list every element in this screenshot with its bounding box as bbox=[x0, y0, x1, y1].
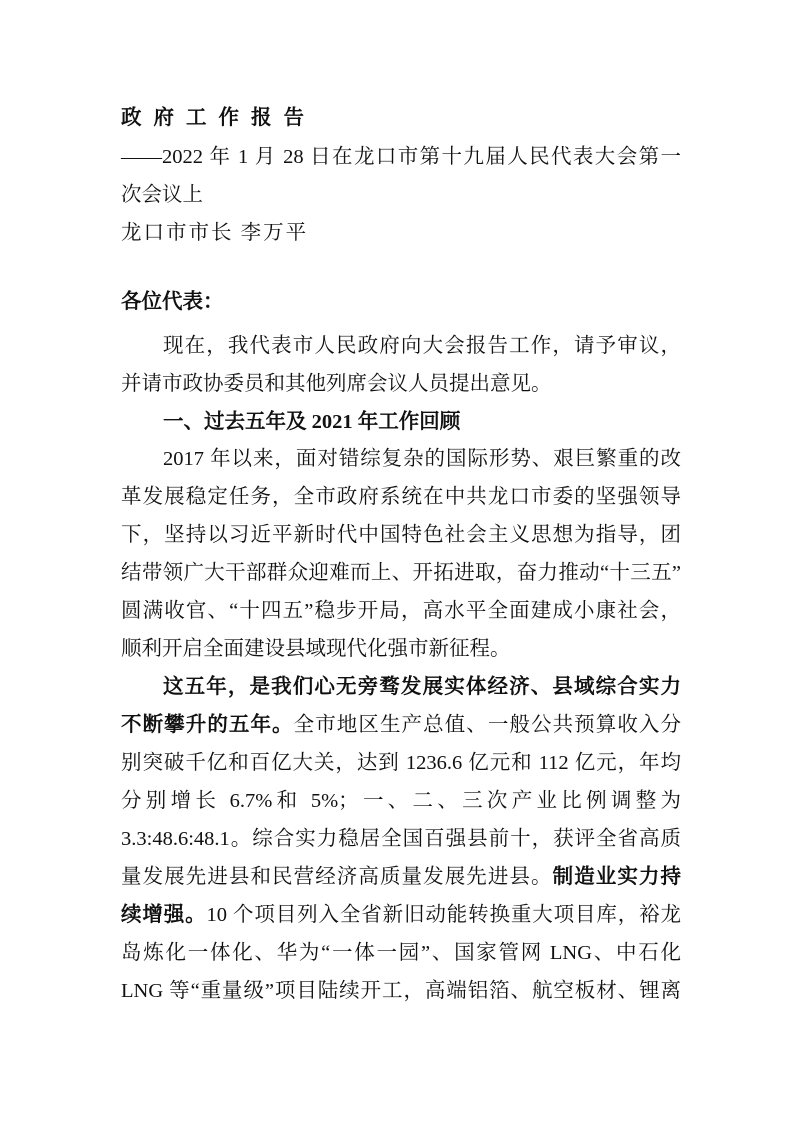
text: 现在，我代表市人民政府向大会报告工作，请予审议， bbox=[163, 335, 681, 357]
text: 结带领广大干部群众迎难而上、开拓进取，奋力推动“十三五” bbox=[121, 562, 681, 584]
text: 3.3:48.6:48.1。综合实力稳居全国百强县前十，获评全省高质 bbox=[121, 828, 681, 850]
body-text-line bbox=[163, 447, 681, 471]
body-text-line bbox=[121, 372, 681, 396]
text: 10 个项目列入全省新旧动能转换重大项目库，裕龙 bbox=[206, 904, 681, 926]
text: 量发展先进县和民营经济高质量发展先进县。 bbox=[121, 866, 553, 888]
text: 别突破千亿和百亿大关，达到 1236.6 亿元和 112 亿元，年均 bbox=[121, 752, 681, 774]
body-text-line bbox=[121, 865, 681, 889]
text: 岛炼化一体化、华为“一体一园”、国家管网 LNG、中石化 bbox=[121, 942, 681, 964]
text: 下，坚持以习近平新时代中国特色社会主义思想为指导，团 bbox=[121, 524, 681, 546]
body-text-line bbox=[121, 523, 681, 547]
body-text-line bbox=[121, 903, 681, 927]
salutation: 各位代表： bbox=[121, 291, 224, 313]
body-text-line bbox=[163, 334, 681, 358]
bold-text: 制造业实力持 bbox=[552, 866, 682, 888]
body-text-line bbox=[121, 637, 681, 661]
body-text-line bbox=[121, 789, 681, 813]
text: LNG 等“重量级”项目陆续开工，高端铝箔、航空板材、锂离 bbox=[121, 980, 681, 1002]
document-subtitle-continued: 次会议上 bbox=[121, 184, 203, 206]
text: 2017 年以来，面对错综复杂的国际形势、艰巨繁重的改 bbox=[163, 448, 681, 470]
document-title: 政府工作报告 bbox=[121, 107, 316, 129]
body-text-line bbox=[121, 713, 681, 737]
body-text-line bbox=[121, 941, 681, 965]
body-text-line bbox=[121, 485, 681, 509]
bold-text: 不断攀升的五年。 bbox=[121, 714, 294, 736]
text: 全市地区生产总值、一般公共预算收入分 bbox=[293, 714, 681, 736]
text: 顺利开启全面建设县域现代化强市新征程。 bbox=[121, 638, 511, 660]
text: 分别增长 6.7%和 5%；一、二、三次产业比例调整为 bbox=[121, 790, 681, 812]
document-author: 龙口市市长 李万平 bbox=[121, 222, 309, 244]
body-text-line bbox=[121, 979, 681, 1003]
body-text-line bbox=[121, 827, 681, 851]
text: 革发展稳定任务，全市政府系统在中共龙口市委的坚强领导 bbox=[121, 486, 681, 508]
bold-text: 一、过去五年及 2021 年工作回顾 bbox=[163, 411, 461, 433]
body-text-line bbox=[163, 675, 681, 699]
document-subtitle: ——2022 年 1 月 28 日在龙口市第十九届人民代表大会第一 bbox=[121, 146, 681, 168]
section-heading bbox=[163, 410, 681, 434]
bold-text: 这五年，是我们心无旁骛发展实体经济、县域综合实力 bbox=[163, 676, 681, 698]
bold-text: 续增强。 bbox=[121, 904, 207, 926]
text: 并请市政协委员和其他列席会议人员提出意见。 bbox=[121, 373, 552, 395]
body-text-line bbox=[121, 751, 681, 775]
body-text-line bbox=[121, 561, 681, 585]
body-text-line bbox=[121, 599, 681, 623]
text: 圆满收官、“十四五”稳步开局，高水平全面建成小康社会， bbox=[121, 600, 681, 622]
